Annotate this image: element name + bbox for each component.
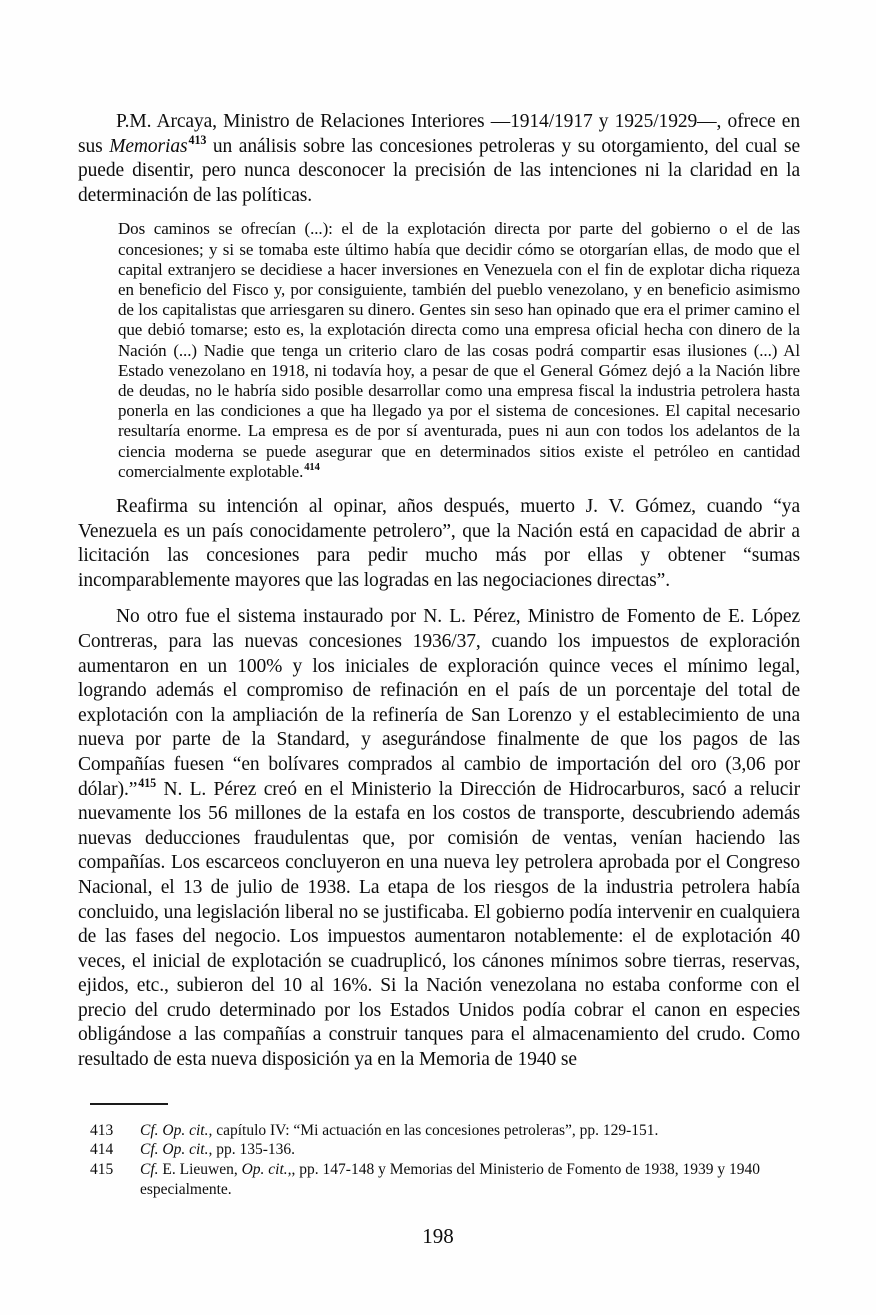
citation-abbrev: Op. cit., [241,1161,292,1179]
footnote-414 [90,1140,800,1160]
footnote-text-part: pp. 135-136. [212,1141,296,1159]
footnote-415 [90,1160,800,1200]
footnote-text-part: capítulo IV: “Mi actuación en las concesiones petroleras”, pp. 129-151. [212,1121,659,1139]
footnote-text-part: E. Lieuwen, [158,1161,242,1179]
footnote-ref-415: 415 [138,776,157,791]
paragraph-text: N. L. Pérez creó en el Ministerio la Dirección de Hidrocarburos, sacó a relucir nuevamente los 56 millones de la estafa en los costos de transporte, descubriendo además nuevas deducciones fraudulentas que, por comisión de ventas, venían haciendo las compañías. Los escarceos concluyeron en una nueva ley petrolera aprobada por el Congreso Nacional, el 13 de julio de 1938. La etapa de los riesgos de la industria petrolera había concluido, una legislación liberal no se justificaba. El gobierno podía intervenir en cualquiera de las fases del negocio. Los impuestos aumentaron notablemente: el de explotación 40 veces, el inicial de explotación se cuadruplicó, los cánones mínimos sobre tierras, reservas, ejidos, etc., subieron del 10 al 16%. Si la Nación venezolana no estaba conforme con el precio del crudo determinado por los Estados Unidos podía cobrar el canon en especies obligándose a las compañías a construir tanques para el almacenamiento del crudo. Como resultado de esta nueva disposición ya en la Memoria de 1940 se [78,778,800,1071]
footnote-ref-413: 413 [188,133,207,148]
citation-abbrev: Cf. [140,1161,159,1179]
paragraph-text: un análisis sobre las concesiones petroleras y su otorgamiento, del cual se puede disentir, pero nunca desconocer la precisión de las intenciones ni la claridad en la determinación de las políticas. [78,135,801,206]
footnote-text [140,1140,800,1160]
citation-abbrev: Cf. Op. cit., [140,1141,213,1159]
citation-abbrev: Cf. Op. cit., [140,1121,213,1139]
footnote-text [140,1160,800,1200]
block-quote-arcaya [118,219,800,482]
book-title-memorias: Memorias [109,135,188,157]
footnote-number: 414 [90,1141,114,1159]
page-number: 198 [422,1224,454,1248]
footnote-text-part: , pp. 147-148 y Memorias del Ministerio de Fomento de 1938, 1939 y 1940 especialmente. [140,1161,760,1199]
footnote-ref-414: 414 [304,462,320,474]
paragraph-perez-sistema [78,605,800,1072]
quote-text: Dos caminos se ofrecían (...): el de la explotación directa por parte del gobierno o el de las concesiones; y si se tomaba este último había que decidir cómo se otorgarían ellas, de modo que el capital extranjero se decidiese a hacer inversiones en Venezuela con el fin de explotar dicha riqueza en beneficio del Fisco y, por consiguiente, también del pueblo venezolano, y en beneficio asimismo de los capitalistas que arriesgaren su dinero. Gentes sin seso han opinado que era el primer camino el que debió tomarse; esto es, la explotación directa como una empresa oficial hecha con dinero de la Nación (...) Nadie que tenga un criterio claro de las cosas podrá compartir esas ilusiones (...) Al Estado venezolano en 1918, ni todavía hoy, a pesar de que el General Gómez dejó a la Nación libre de deudas, no le habría sido posible desarrollar como una empresa fiscal la industria petrolera hasta ponerla en las condiciones a que ha llegado ya por el sistema de concesiones. El capital necesario resultaría enorme. La empresa es de por sí aventurada, pues ni aun con todos los adelantos de la ciencia moderna se puede asegurar que en determinados sitios existe el petróleo en cantidad comercialmente explotable. [118,219,800,481]
footnote-number: 413 [90,1121,114,1139]
footnote-number: 415 [90,1161,114,1179]
footnote-413 [90,1121,800,1141]
footnote-section [78,1103,800,1200]
footnote-text [140,1121,800,1141]
footnote-separator-rule [90,1103,168,1105]
paragraph-text: No otro fue el sistema instaurado por N. L. Pérez, Ministro de Fomento de E. López Contreras, para las nuevas concesiones 1936/37, cuando los impuestos de exploración aumentaron en un 100% y los iniciales de exploración quince veces el mínimo legal, logrando además el compromiso de refinación en el país de un porcentaje del total de explotación con la ampliación de la refinería de San Lorenzo y el establecimiento de una nueva por parte de la Standard, y asegurándose finalmente de que los pagos de las Compañías fuesen “en bolívares comprados al cambio de importación del oro (3,06 por dólar).” [78,606,800,800]
text-block [78,110,800,1200]
paragraph-text: P.M. Arcaya, Ministro de Relaciones Interiores —1914/1917 y 1925/1929—, ofrece en sus [78,111,800,157]
paragraph-reafirma: Reafirma su intención al opinar, años después, muerto J. V. Gómez, cuando “ya Venezuela es un país conocidamente petrolero”, que la Nación está en capacidad de abrir a licitación las concesiones para pedir mucho más por ellas y obtener “sumas incomparablemente mayores que las logradas en las negociaciones directas”. [78,496,800,591]
paragraph-arcaya-intro [78,110,800,208]
